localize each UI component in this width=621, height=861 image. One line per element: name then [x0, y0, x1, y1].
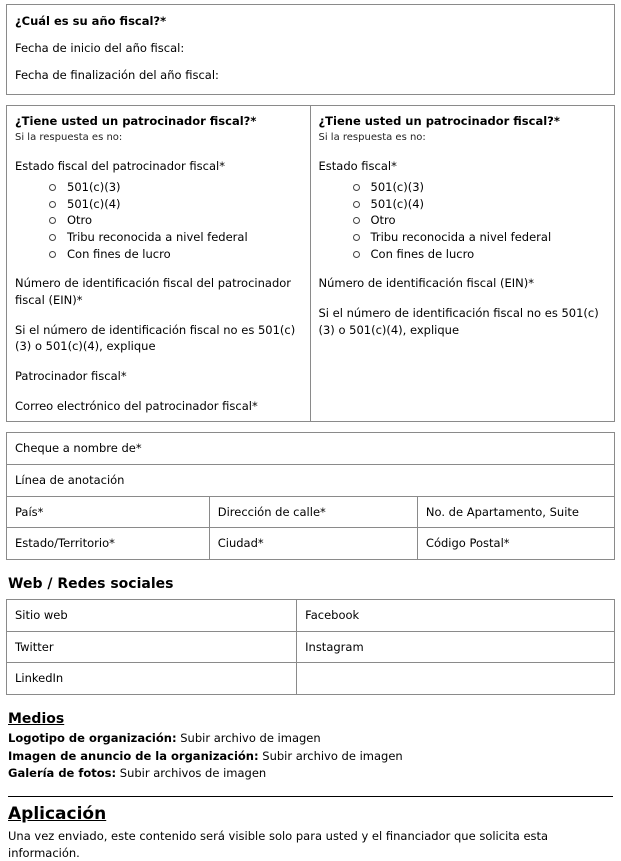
- logo-line: [8, 730, 615, 747]
- gallery-line: [8, 765, 615, 782]
- address-table: [6, 432, 615, 560]
- fiscal-year-table: [6, 4, 615, 95]
- facebook-label: Facebook: [297, 600, 614, 632]
- sponsor-status-options-left: [15, 179, 302, 262]
- banner-label: Imagen de anuncio de la organización:: [8, 748, 259, 763]
- website-label: Sitio web: [7, 600, 297, 632]
- sponsor-ein-label-right: Número de identificación fiscal (EIN)*: [318, 276, 534, 291]
- spacer: [6, 95, 615, 105]
- banner-line: [8, 748, 615, 765]
- empty-cell: [297, 663, 614, 694]
- table-row: [7, 433, 614, 465]
- instagram-label: Instagram: [297, 632, 614, 664]
- sponsor-status-options-right: [319, 179, 607, 262]
- check-payable-label: Cheque a nombre de*: [7, 433, 614, 465]
- table-row: [7, 663, 614, 694]
- fiscal-sponsor-row: [7, 106, 614, 421]
- apartment-label: No. de Apartamento, Suite: [418, 497, 614, 529]
- divider: [8, 796, 613, 797]
- sponsor-ifno-left: Si la respuesta es no:: [15, 131, 123, 143]
- sponsor-question-left: ¿Tiene usted un patrocinador fiscal?*: [15, 114, 257, 128]
- option-item[interactable]: Otro: [349, 212, 607, 229]
- gallery-value[interactable]: Subir archivos de imagen: [119, 766, 267, 781]
- option-item[interactable]: 501(c)(3): [45, 179, 302, 196]
- city-label: Ciudad*: [210, 528, 418, 559]
- table-row: [7, 528, 614, 559]
- application-heading: Aplicación: [8, 803, 107, 824]
- option-item[interactable]: 501(c)(4): [349, 196, 607, 213]
- sponsor-explain-label-left: Si el número de identificación fiscal no es 501(c)(3) o 501(c)(4), explique: [15, 322, 296, 354]
- media-heading: Medios: [8, 710, 65, 727]
- table-row: [7, 465, 614, 497]
- linkedin-label: LinkedIn: [7, 663, 297, 694]
- option-item[interactable]: Con fines de lucro: [349, 246, 607, 263]
- option-item[interactable]: Otro: [45, 212, 302, 229]
- option-item[interactable]: Tribu reconocida a nivel federal: [349, 229, 607, 246]
- application-note: Una vez enviado, este contenido será visible solo para usted y el financiador que solicita esta información.: [8, 828, 549, 860]
- option-item[interactable]: 501(c)(4): [45, 196, 302, 213]
- social-heading: Web / Redes sociales: [8, 575, 174, 592]
- sponsor-question-right: ¿Tiene usted un patrocinador fiscal?*: [318, 114, 560, 128]
- logo-label: Logotipo de organización:: [8, 730, 177, 745]
- fiscal-sponsor-table: [6, 105, 615, 422]
- spacer: [6, 422, 615, 432]
- logo-value[interactable]: Subir archivo de imagen: [180, 730, 321, 745]
- country-label: País*: [7, 497, 210, 529]
- memo-line-label: Línea de anotación: [7, 465, 614, 497]
- sponsor-ifno-right: Si la respuesta es no:: [318, 131, 426, 143]
- social-table: [6, 599, 615, 695]
- table-row: [7, 632, 614, 664]
- option-item[interactable]: Tribu reconocida a nivel federal: [45, 229, 302, 246]
- twitter-label: Twitter: [7, 632, 297, 664]
- fiscal-year-question: ¿Cuál es su año fiscal?*: [15, 14, 167, 28]
- sponsor-ein-label-left: Número de identificación fiscal del patrocinador fiscal (EIN)*: [15, 276, 292, 307]
- option-item[interactable]: 501(c)(3): [349, 179, 607, 196]
- street-label: Dirección de calle*: [210, 497, 418, 529]
- fiscal-year-end-label: Fecha de finalización del año fiscal:: [15, 68, 219, 82]
- sponsor-name-label-left: Patrocinador fiscal*: [15, 368, 127, 383]
- gallery-label: Galería de fotos:: [8, 766, 117, 781]
- fiscal-year-start-label: Fecha de inicio del año fiscal:: [15, 41, 185, 55]
- option-item[interactable]: Con fines de lucro: [45, 246, 302, 263]
- banner-value[interactable]: Subir archivo de imagen: [262, 748, 403, 763]
- sponsor-status-label-right: Estado fiscal*: [318, 159, 397, 174]
- sponsor-status-label-left: Estado fiscal del patrocinador fiscal*: [15, 159, 225, 174]
- fiscal-sponsor-yes-cell: [7, 106, 311, 421]
- sponsor-email-label-left: Correo electrónico del patrocinador fiscal*: [15, 398, 258, 413]
- table-row: [7, 497, 614, 529]
- zip-label: Código Postal*: [425, 536, 510, 551]
- state-label: Estado/Territorio*: [7, 528, 210, 559]
- sponsor-explain-label-right: Si el número de identificación fiscal no es 501(c)(3) o 501(c)(4), explique: [318, 305, 599, 337]
- table-row: [7, 600, 614, 632]
- fiscal-sponsor-no-cell: [311, 106, 615, 421]
